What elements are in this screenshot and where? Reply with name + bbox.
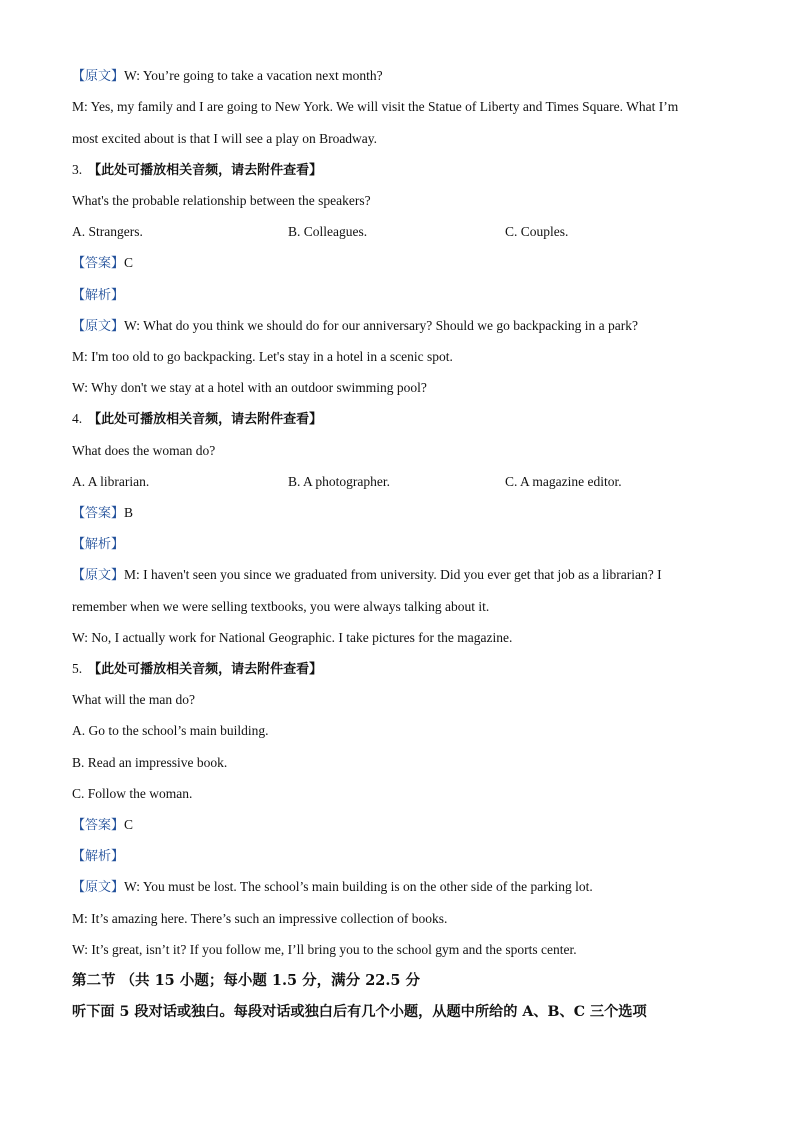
answer-tag: 【答案】	[72, 818, 125, 833]
original-text-tag: 【原文】	[72, 69, 125, 84]
transcript-text: M: I haven't seen you since we graduated from university. Did you ever get that job as a librarian? I	[124, 567, 662, 582]
transcript-line: M: It’s amazing here. There’s such an impressive collection of books.	[72, 911, 448, 926]
question-5-option-c: C. Follow the woman.	[72, 786, 193, 801]
transcript-line: W: Why don't we stay at a hotel with an outdoor swimming pool?	[72, 380, 427, 395]
answer-value: C	[124, 817, 134, 832]
audio-link[interactable]: 【此处可播放相关音频，请去附件查看】	[88, 662, 323, 677]
question-3-option-c: C. Couples.	[505, 224, 569, 239]
question-5-text: What will the man do?	[72, 692, 195, 707]
question-number: 5.	[72, 661, 83, 676]
transcript-line: W: No, I actually work for National Geographic. I take pictures for the magazine.	[72, 630, 513, 645]
question-4-text: What does the woman do?	[72, 443, 216, 458]
question-3-answer	[72, 254, 133, 273]
transcript-line	[72, 566, 662, 585]
question-3-text: What's the probable relationship between the speakers?	[72, 193, 371, 208]
question-5-option-a: A. Go to the school’s main building.	[72, 723, 269, 738]
question-3-option-b: B. Colleagues.	[288, 224, 368, 239]
analysis-tag: 【解析】	[72, 849, 125, 864]
analysis-tag: 【解析】	[72, 537, 125, 552]
original-text-tag: 【原文】	[72, 319, 125, 334]
question-5-analysis	[72, 847, 124, 866]
transcript-line: most excited about is that I will see a play on Broadway.	[72, 131, 378, 146]
transcript-line: W: It’s great, isn’t it? If you follow me, I’ll bring you to the school gym and the sports center.	[72, 942, 577, 957]
question-4-option-a: A. A librarian.	[72, 474, 150, 489]
question-number: 4.	[72, 411, 83, 426]
question-4-option-c: C. A magazine editor.	[505, 474, 622, 489]
transcript-line	[72, 67, 383, 86]
original-text-tag: 【原文】	[72, 880, 125, 895]
answer-tag: 【答案】	[72, 256, 125, 271]
audio-link[interactable]: 【此处可播放相关音频，请去附件查看】	[88, 412, 323, 427]
transcript-text: W: What do you think we should do for our anniversary? Should we go backpacking in a park?	[124, 318, 639, 333]
original-text-tag: 【原文】	[72, 568, 125, 583]
transcript-line: M: Yes, my family and I are going to New York. We will visit the Statue of Liberty and Times Square. What I’m	[72, 99, 679, 114]
answer-value: B	[124, 505, 134, 520]
transcript-line	[72, 878, 593, 897]
transcript-text: W: You’re going to take a vacation next month?	[124, 68, 383, 83]
answer-value: C	[124, 255, 134, 270]
answer-tag: 【答案】	[72, 506, 125, 521]
question-5-option-b: B. Read an impressive book.	[72, 755, 228, 770]
question-3-header	[72, 161, 322, 180]
question-number: 3.	[72, 162, 83, 177]
question-4-option-b: B. A photographer.	[288, 474, 390, 489]
question-5-header	[72, 660, 322, 679]
audio-link[interactable]: 【此处可播放相关音频，请去附件查看】	[88, 163, 323, 178]
section-2-instructions: 听下面 5 段对话或独白。每段对话或独白后有几个小题，从题中所给的 A、B、C 三个选项	[72, 1004, 647, 1020]
question-3-option-a: A. Strangers.	[72, 224, 143, 239]
question-5-answer	[72, 816, 133, 835]
transcript-line	[72, 317, 638, 336]
analysis-tag: 【解析】	[72, 288, 125, 303]
section-2-title: 第二节 （共 15 小题；每小题 1.5 分，满分 22.5 分	[72, 972, 421, 989]
transcript-line: remember when we were selling textbooks, you were always talking about it.	[72, 599, 490, 614]
question-4-analysis	[72, 535, 124, 554]
question-4-answer	[72, 504, 133, 523]
question-4-header	[72, 410, 322, 429]
transcript-line: M: I'm too old to go backpacking. Let's stay in a hotel in a scenic spot.	[72, 349, 453, 364]
transcript-text: W: You must be lost. The school’s main building is on the other side of the parking lot.	[124, 879, 593, 894]
question-3-analysis	[72, 286, 124, 305]
